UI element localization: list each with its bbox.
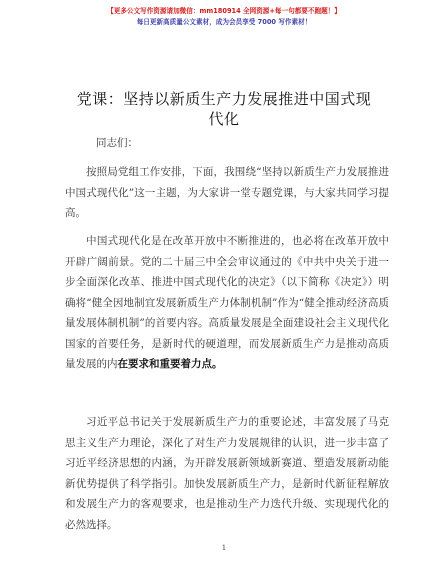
bold-emphasis: 在要求和重要着力点。	[117, 358, 223, 370]
paragraph-intro: 按照局党组工作安排，下面，我围绕“坚持以新质生产力发展推进中国式现代化”这一主题，为大家讲一堂专题党课，与大家共同学习提高。	[65, 166, 389, 219]
paragraph-xi-remarks: 习近平总书记关于发展新质生产力的重要论述，丰富发展了马克思主义生产力理论，深化了对生产力发展规律的认识，进一步丰富了习近平经济思想的内涵，为开辟发展新领域新赛道、塑造发展新动能新优势提供了科学指引。加快发展新质生产力，是新时代新征程解放和发展生产力的客观要求，也是推动生产力迭代升级、实现现代化的必然选择。	[65, 416, 389, 531]
document-title: 党课：坚持以新质生产力发展推进中国式现代化	[76, 90, 372, 128]
greeting: 同志们：	[96, 137, 138, 149]
promo-banner-line-1: 【更多公文写作资源请加微信：mm180914 全网资源+每一句都要不跑题！】	[107, 7, 341, 15]
page-number: 1	[221, 544, 227, 552]
promo-banner-line-2: 每日更新高质量公文素材，成为会员享受 7000 写作素材！	[136, 18, 312, 26]
paragraph-text: 中国式现代化是在改革开放中不断推进的，也必将在改革开放中开辟广阔前景。党的二十届三中全会审议通过的《中共中央关于进一步全面深化改革、推进中国式现代化的决定》（以下简称《决定》）明确将“健全因地制宜发展新质生产力体制机制”作为“健全推动经济高质量发展体制机制”的首要内容。高质量发展是全面建设社会主义现代化国家的首要任务，是新时代的硬道理，而发展新质生产力是推动高质量发展的内	[65, 235, 389, 370]
paragraph-modernization	[65, 231, 389, 375]
